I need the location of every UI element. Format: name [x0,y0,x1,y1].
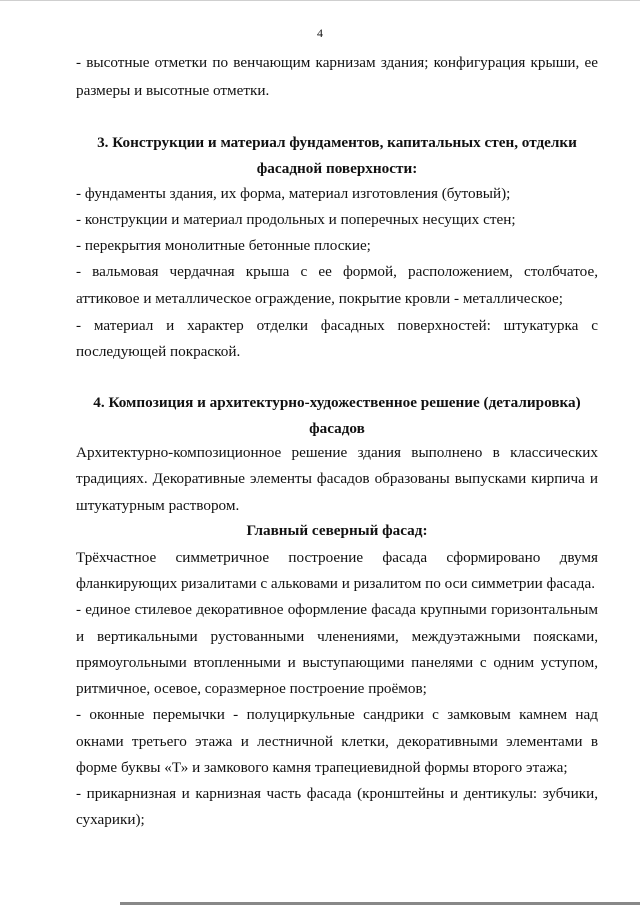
text-line: - перекрытия монолитные бетонные плоские; [76,237,371,254]
section-heading: 4. Композиция и архитектурно-художественное решение (деталировка) [93,394,581,411]
text-line: размеры и высотные отметки. [76,82,270,99]
section-heading: 3. Конструкции и материал фундаментов, капитальных стен, отделки [97,134,577,151]
text-line: - конструкции и материал продольных и поперечных несущих стен; [76,211,516,228]
section-heading: фасадов [309,420,365,437]
text-line: прямоугольными втопленными и выступающими панелями с одним уступом, [76,654,598,671]
text-line: форме буквы «Т» и замкового камня трапециевидной формы второго этажа; [76,759,568,776]
text-line: - высотные отметки по венчающим карнизам здания; конфигурация крыши, ее [76,54,598,71]
section-heading: фасадной поверхности: [256,160,418,177]
text-line: и вертикальными рустованными членениями, междуэтажными поясками, [76,628,598,645]
text-line: - оконные перемычки - полуциркульные сандрики с замковым камнем над [76,706,598,723]
text-line: - единое стилевое декоративное оформление фасада крупными горизонтальным [76,601,598,618]
page-number: 4 [317,26,323,40]
text-line: окнами третьего этажа и лестничной клетки, декоративными элементами в [76,733,598,750]
text-line: - вальмовая чердачная крыша с ее формой, расположением, столбчатое, [76,263,598,280]
text-line: фланкирующих ризалитами с альковами и ризалитом по оси симметрии фасада. [76,575,596,592]
text-line: Архитектурно-композиционное решение здания выполнено в классических [76,444,598,461]
scan-top-edge [0,0,640,1]
text-line: аттиковое и металлическое ограждение, покрытие кровли - металлическое; [76,290,564,307]
text-line: ритмичное, осевое, соразмерное построение проёмов; [76,680,427,697]
text-line: традициях. Декоративные элементы фасадов образованы выпусками кирпича и [76,470,598,487]
text-line: штукатурным раствором. [76,497,240,514]
text-line: Трёхчастное симметричное построение фасада сформировано двумя [76,549,598,566]
text-line: - фундаменты здания, их форма, материал изготовления (бутовый); [76,185,511,202]
text-line: сухарики); [76,811,145,828]
subsection-heading: Главный северный фасад: [246,522,428,539]
text-line: - прикарнизная и карнизная часть фасада (кронштейны и дентикулы: зубчики, [76,785,598,802]
text-line: - материал и характер отделки фасадных поверхностей: штукатурка с [76,317,598,334]
text-line: последующей покраской. [76,343,241,360]
